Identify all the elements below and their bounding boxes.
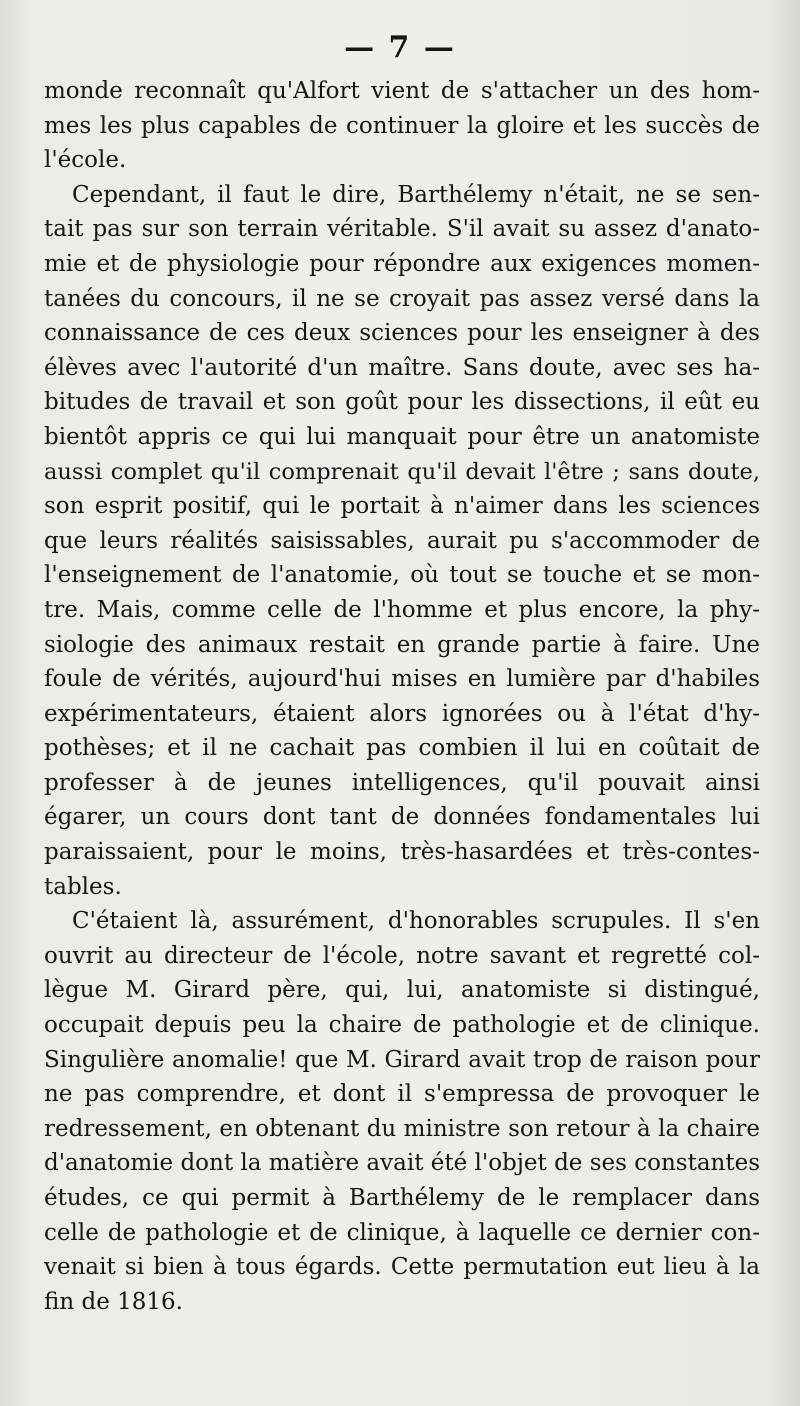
text-line: égarer, un cours dont tant de données fondamentales lui — [44, 804, 760, 831]
text-line: foule de vérités, aujourd'hui mises en lumière par d'habiles — [44, 666, 760, 693]
text-line: tait pas sur son terrain véritable. S'il avait su assez d'anato- — [44, 216, 760, 243]
text-line: lègue M. Girard père, qui, lui, anatomiste si distingué, — [44, 977, 760, 1004]
text-line: mes les plus capables de continuer la gloire et les succès de — [44, 112, 760, 139]
text-line: mie et de physiologie pour répondre aux exigences momen- — [44, 250, 760, 277]
body-text — [44, 74, 760, 1319]
text-line: siologie des animaux restait en grande partie à faire. Une — [44, 631, 760, 658]
text-line: tanées du concours, il ne se croyait pas assez versé dans la — [44, 285, 760, 312]
text-line: bientôt appris ce qui lui manquait pour être un anatomiste — [44, 423, 760, 450]
text-line: Singulière anomalie! que M. Girard avait trop de raison pour — [44, 1046, 760, 1073]
text-line: bitudes de travail et son goût pour les dissections, il eût eu — [44, 389, 760, 416]
page-number: — 7 — — [344, 30, 456, 65]
text-line: l'école. — [44, 147, 127, 174]
text-line: ouvrit au directeur de l'école, notre savant et regretté col- — [44, 942, 760, 969]
text-line: pothèses; et il ne cachait pas combien il lui en coûtait de — [44, 735, 760, 762]
text-line: paraissaient, pour le moins, très-hasardées et très-contes- — [44, 839, 760, 866]
text-line: celle de pathologie et de clinique, à laquelle ce dernier con- — [44, 1219, 760, 1246]
text-line: l'enseignement de l'anatomie, où tout se touche et se mon- — [44, 562, 760, 589]
text-line: fin de 1816. — [44, 1288, 183, 1315]
text-line: d'anatomie dont la matière avait été l'objet de ses constantes — [44, 1150, 761, 1177]
text-line: son esprit positif, qui le portait à n'aimer dans les sciences — [44, 493, 760, 520]
text-line: que leurs réalités saisissables, aurait pu s'accommoder de — [44, 527, 760, 554]
text-line: tre. Mais, comme celle de l'homme et plus encore, la phy- — [44, 596, 760, 623]
text-line: études, ce qui permit à Barthélemy de le remplacer dans — [44, 1185, 760, 1211]
text-line: occupait depuis peu la chaire de pathologie et de clinique. — [44, 1012, 760, 1039]
text-line: aussi complet qu'il comprenait qu'il devait l'être ; sans doute, — [44, 458, 760, 485]
text-line: élèves avec l'autorité d'un maître. Sans doute, avec ses ha- — [44, 354, 760, 381]
text-line: ne pas comprendre, et dont il s'empressa de provoquer le — [44, 1081, 760, 1108]
text-line: Cependant, il faut le dire, Barthélemy n'était, ne se sen- — [72, 181, 760, 208]
text-line: venait si bien à tous égards. Cette permutation eut lieu à la — [44, 1254, 760, 1281]
text-line: monde reconnaît qu'Alfort vient de s'attacher un des hom- — [44, 78, 760, 104]
text-line: professer à de jeunes intelligences, qu'il pouvait ainsi — [44, 769, 760, 796]
text-line: connaissance de ces deux sciences pour les enseigner à des — [44, 320, 760, 347]
text-line: C'étaient là, assurément, d'honorables scrupules. Il s'en — [72, 908, 760, 935]
text-line: tables. — [44, 873, 122, 900]
text-line: redressement, en obtenant du ministre son retour à la chaire — [44, 1115, 760, 1142]
text-line: expérimentateurs, étaient alors ignorées ou à l'état d'hy- — [44, 700, 760, 727]
